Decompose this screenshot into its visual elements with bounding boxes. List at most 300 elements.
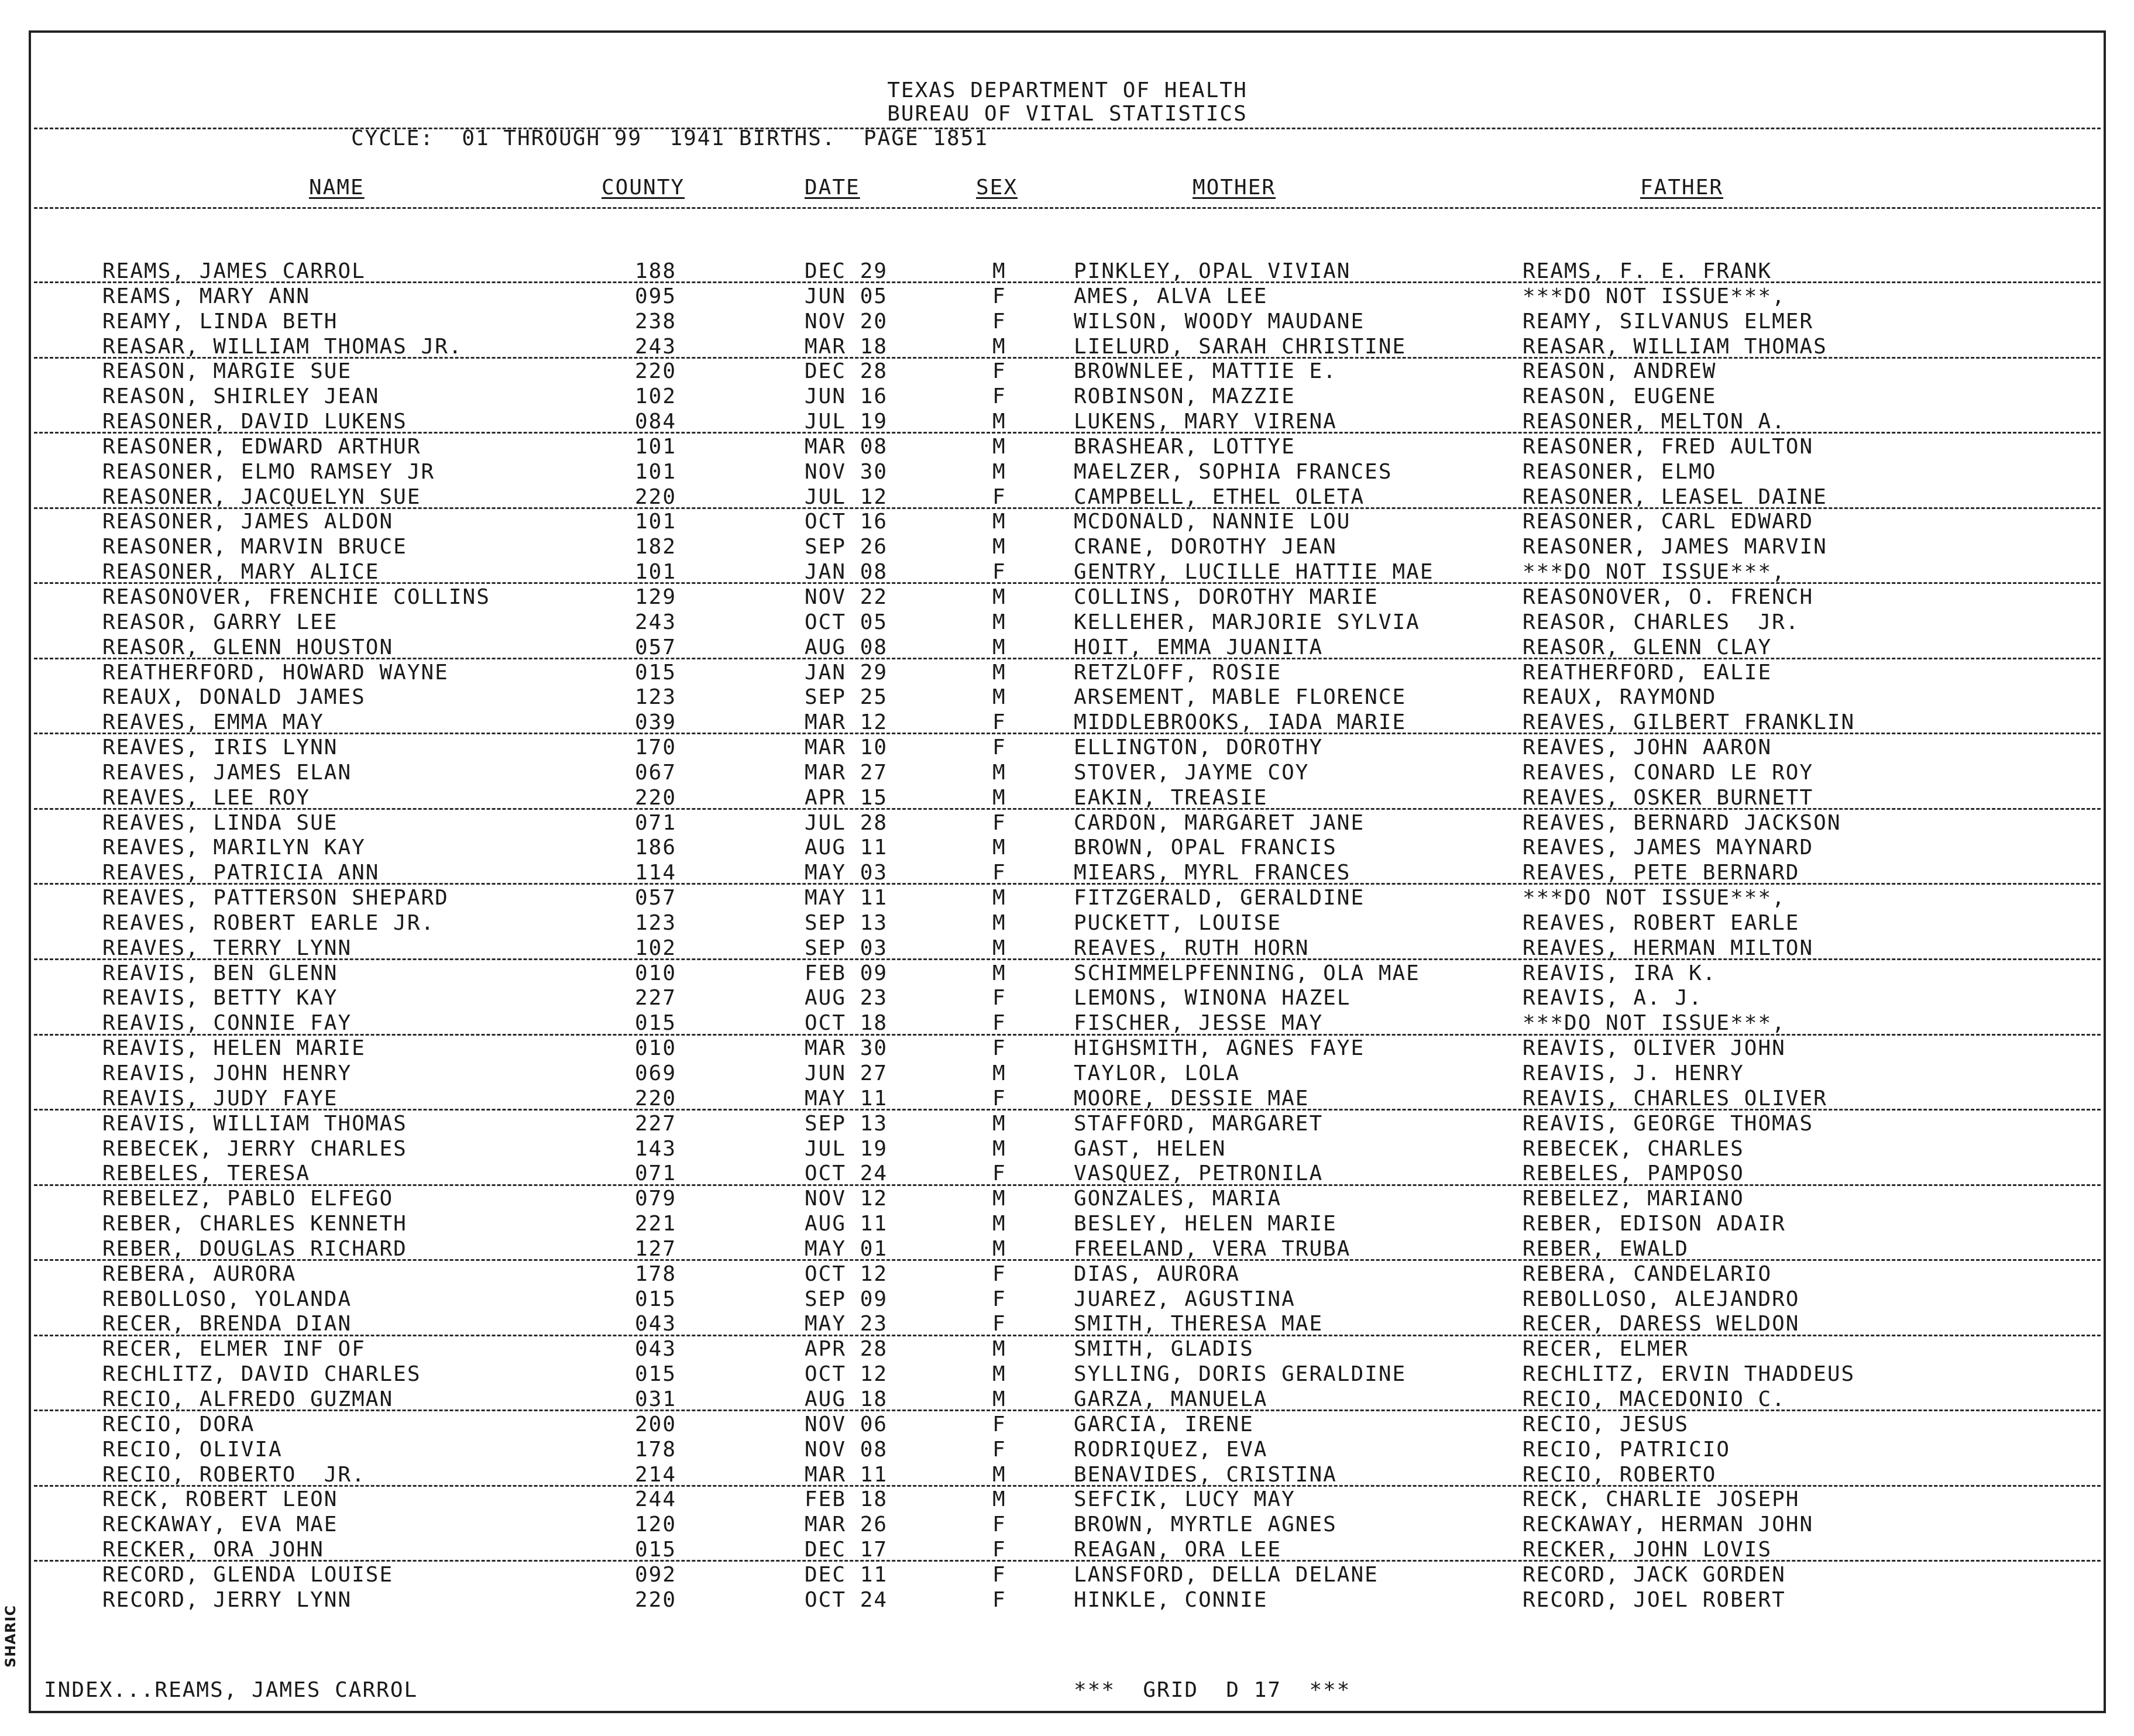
record-row (31, 609, 2104, 634)
record-row (31, 834, 2104, 860)
record-county: 015 (635, 1538, 677, 1562)
record-mother: GENTRY, LUCILLE HATTIE MAE (1074, 560, 1434, 585)
record-mother: GONZALES, MARIA (1074, 1187, 1282, 1211)
record-county: 101 (635, 560, 677, 585)
record-date: MAR 26 (805, 1512, 888, 1537)
record-date: SEP 26 (805, 535, 888, 559)
record-name: REASONER, JAMES ALDON (102, 510, 394, 534)
record-county: 102 (635, 384, 677, 409)
record-row (31, 1286, 2104, 1311)
record-sex: F (992, 1312, 1006, 1336)
record-father: REBERA, CANDELARIO (1523, 1261, 1772, 1286)
record-sex: F (992, 1562, 1006, 1587)
record-mother: MAELZER, SOPHIA FRANCES (1074, 459, 1393, 484)
record-county: 071 (635, 1161, 677, 1186)
record-county: 010 (635, 961, 677, 985)
record-father: REBOLLOSO, ALEJANDRO (1523, 1287, 1800, 1311)
record-mother: HIGHSMITH, AGNES FAYE (1074, 1036, 1365, 1061)
record-row (31, 810, 2104, 835)
record-sex: M (992, 1337, 1006, 1362)
record-sex: M (992, 660, 1006, 685)
record-county: 178 (635, 1437, 677, 1462)
record-row (31, 1085, 2104, 1111)
record-row (31, 1536, 2104, 1562)
record-mother: BRASHEAR, LOTTYE (1074, 434, 1295, 459)
record-name: REAVES, JAMES ELAN (102, 760, 352, 785)
record-mother: RETZLOFF, ROSIE (1074, 660, 1282, 685)
record-county: 102 (635, 936, 677, 960)
record-name: REASONER, ELMO RAMSEY JR (102, 459, 435, 484)
record-date: JAN 08 (805, 560, 888, 585)
record-date: SEP 09 (805, 1287, 888, 1311)
record-mother: ROBINSON, MAZZIE (1074, 384, 1295, 409)
record-date: SEP 13 (805, 910, 888, 935)
record-name: REAMS, JAMES CARROL (102, 259, 366, 283)
header-separator (34, 128, 2101, 129)
record-mother: GAST, HELEN (1074, 1136, 1226, 1161)
record-sex: F (992, 810, 1006, 835)
record-row (31, 508, 2104, 534)
record-name: REASON, MARGIE SUE (102, 359, 352, 384)
record-mother: WILSON, WOODY MAUDANE (1074, 309, 1365, 334)
record-name: RECORD, JERRY LYNN (102, 1587, 352, 1612)
record-row (31, 709, 2104, 734)
record-father: REASONER, ELMO (1523, 459, 1717, 484)
record-name: RECORD, GLENDA LOUISE (102, 1562, 394, 1587)
record-date: NOV 08 (805, 1437, 888, 1462)
record-father: REAVIS, GEORGE THOMAS (1523, 1111, 1814, 1136)
record-row (31, 459, 2104, 484)
record-name: RECKER, ORA JOHN (102, 1538, 324, 1562)
record-name: RECER, BRENDA DIAN (102, 1312, 352, 1336)
header-bureau: BUREAU OF VITAL STATISTICS (887, 102, 1248, 126)
record-father: RECIO, PATRICIO (1523, 1437, 1731, 1462)
record-mother: LEMONS, WINONA HAZEL (1074, 986, 1351, 1010)
record-name: REAVES, LINDA SUE (102, 810, 338, 835)
record-county: 200 (635, 1412, 677, 1436)
record-county: 095 (635, 284, 677, 308)
record-county: 170 (635, 735, 677, 760)
record-date: JUN 27 (805, 1061, 888, 1085)
record-mother: PINKLEY, OPAL VIVIAN (1074, 259, 1351, 283)
record-name: REAVES, IRIS LYNN (102, 735, 338, 760)
record-date: MAR 12 (805, 710, 888, 735)
record-row (31, 1236, 2104, 1261)
record-row (31, 1587, 2104, 1612)
record-date: JUL 19 (805, 1136, 888, 1161)
record-sex: F (992, 484, 1006, 509)
record-mother: BESLEY, HELEN MARIE (1074, 1212, 1337, 1236)
record-father: REAVES, JOHN AARON (1523, 735, 1772, 760)
cycle-line: CYCLE: 01 THROUGH 99 1941 BIRTHS. PAGE 1851 (351, 126, 988, 150)
record-name: RECK, ROBERT LEON (102, 1487, 338, 1512)
record-date: FEB 18 (805, 1487, 888, 1512)
record-county: 227 (635, 1111, 677, 1136)
record-county: 015 (635, 1362, 677, 1387)
record-county: 182 (635, 535, 677, 559)
record-sex: M (992, 510, 1006, 534)
record-mother: ARSEMENT, MABLE FLORENCE (1074, 685, 1407, 710)
record-row (31, 1411, 2104, 1436)
record-date: JUL 28 (805, 810, 888, 835)
record-date: NOV 22 (805, 585, 888, 609)
record-mother: FISCHER, JESSE MAY (1074, 1011, 1324, 1036)
record-county: 114 (635, 861, 677, 885)
record-county: 220 (635, 1086, 677, 1111)
record-name: REAVES, ROBERT EARLE JR. (102, 910, 435, 935)
record-father: REASAR, WILLIAM THOMAS (1523, 334, 1827, 359)
record-mother: GARZA, MANUELA (1074, 1387, 1268, 1411)
record-date: MAY 11 (805, 1086, 888, 1111)
record-county: 043 (635, 1312, 677, 1336)
column-header-sex: SEX (976, 176, 1018, 200)
record-row (31, 935, 2104, 960)
record-mother: LANSFORD, DELLA DELANE (1074, 1562, 1379, 1587)
record-county: 238 (635, 309, 677, 334)
record-name: REBELES, TERESA (102, 1161, 311, 1186)
record-name: REASON, SHIRLEY JEAN (102, 384, 380, 409)
record-row (31, 860, 2104, 885)
record-sex: F (992, 1538, 1006, 1562)
record-name: REAVIS, BETTY KAY (102, 986, 338, 1010)
record-sex: M (992, 635, 1006, 659)
record-county: 143 (635, 1136, 677, 1161)
record-sex: M (992, 1362, 1006, 1387)
record-name: REBER, CHARLES KENNETH (102, 1212, 407, 1236)
record-date: MAY 03 (805, 861, 888, 885)
record-sex: M (992, 1061, 1006, 1085)
record-county: 220 (635, 484, 677, 509)
record-mother: LIELURD, SARAH CHRISTINE (1074, 334, 1407, 359)
record-mother: FITZGERALD, GERALDINE (1074, 886, 1365, 910)
record-date: MAR 30 (805, 1036, 888, 1061)
record-date: MAR 18 (805, 334, 888, 359)
record-name: REBERA, AURORA (102, 1261, 297, 1286)
record-father: REAVIS, J. HENRY (1523, 1061, 1744, 1085)
record-date: MAR 11 (805, 1462, 888, 1487)
record-sex: M (992, 836, 1006, 860)
record-row (31, 1386, 2104, 1411)
record-sex: F (992, 1086, 1006, 1111)
record-date: OCT 12 (805, 1362, 888, 1387)
record-sex: F (992, 1011, 1006, 1036)
record-date: NOV 20 (805, 309, 888, 334)
record-sex: F (992, 1036, 1006, 1061)
record-mother: HINKLE, CONNIE (1074, 1587, 1268, 1612)
record-name: REASONOVER, FRENCHIE COLLINS (102, 585, 490, 609)
record-date: AUG 11 (805, 1212, 888, 1236)
record-father: REASONER, FRED AULTON (1523, 434, 1814, 459)
record-county: 214 (635, 1462, 677, 1487)
record-date: JUN 16 (805, 384, 888, 409)
record-mother: ELLINGTON, DOROTHY (1074, 735, 1324, 760)
record-mother: MIEARS, MYRL FRANCES (1074, 861, 1351, 885)
column-header-separator (34, 207, 2101, 209)
record-date: SEP 03 (805, 936, 888, 960)
record-sex: M (992, 1187, 1006, 1211)
record-sex: M (992, 334, 1006, 359)
column-header-mother: MOTHER (1193, 176, 1276, 200)
record-row (31, 534, 2104, 559)
record-father: REASOR, CHARLES JR. (1523, 610, 1800, 634)
record-sex: M (992, 760, 1006, 785)
record-date: FEB 09 (805, 961, 888, 985)
record-row (31, 1486, 2104, 1511)
record-date: MAY 01 (805, 1236, 888, 1261)
record-row (31, 1035, 2104, 1060)
record-county: 057 (635, 635, 677, 659)
record-date: DEC 29 (805, 259, 888, 283)
record-date: JUL 12 (805, 484, 888, 509)
record-father: RECORD, JOEL ROBERT (1523, 1587, 1786, 1612)
record-father: RECIO, JESUS (1523, 1412, 1689, 1436)
record-date: OCT 24 (805, 1161, 888, 1186)
record-county: 220 (635, 1587, 677, 1612)
record-county: 220 (635, 785, 677, 810)
record-row (31, 283, 2104, 308)
record-sex: M (992, 259, 1006, 283)
record-row (31, 1111, 2104, 1136)
record-sex: M (992, 410, 1006, 434)
record-father: RECK, CHARLIE JOSEPH (1523, 1487, 1800, 1512)
record-county: 071 (635, 810, 677, 835)
record-mother: CAMPBELL, ETHEL OLETA (1074, 484, 1365, 509)
record-row (31, 910, 2104, 935)
record-date: OCT 16 (805, 510, 888, 534)
record-name: RECIO, OLIVIA (102, 1437, 283, 1462)
record-sex: M (992, 459, 1006, 484)
record-father: REASON, ANDREW (1523, 359, 1717, 384)
record-name: REAVIS, JUDY FAYE (102, 1086, 338, 1111)
records-list (31, 258, 2104, 1612)
record-row (31, 258, 2104, 283)
record-row (31, 759, 2104, 785)
footer-index: INDEX...REAMS, JAMES CARROL (44, 1678, 418, 1702)
record-date: JAN 29 (805, 660, 888, 685)
record-father: REAVIS, IRA K. (1523, 961, 1717, 985)
record-mother: REAVES, RUTH HORN (1074, 936, 1310, 960)
record-row (31, 734, 2104, 759)
record-county: 069 (635, 1061, 677, 1085)
record-date: APR 28 (805, 1337, 888, 1362)
record-father: REAVES, PETE BERNARD (1523, 861, 1800, 885)
record-mother: AMES, ALVA LEE (1074, 284, 1268, 308)
record-county: 221 (635, 1212, 677, 1236)
record-row (31, 1462, 2104, 1487)
column-header-county: COUNTY (602, 176, 685, 200)
record-father: REATHERFORD, EALIE (1523, 660, 1772, 685)
record-father: REAVIS, OLIVER JOHN (1523, 1036, 1786, 1061)
record-father: REASONER, MELTON A. (1523, 410, 1786, 434)
record-mother: STOVER, JAYME COY (1074, 760, 1310, 785)
record-row (31, 1511, 2104, 1536)
record-row (31, 408, 2104, 434)
record-row (31, 1361, 2104, 1386)
record-mother: BENAVIDES, CRISTINA (1074, 1462, 1337, 1487)
footer-grid: *** GRID D 17 *** (1074, 1678, 1351, 1702)
record-father: REAVES, CONARD LE ROY (1523, 760, 1814, 785)
record-date: NOV 30 (805, 459, 888, 484)
record-county: 092 (635, 1562, 677, 1587)
record-sex: M (992, 1111, 1006, 1136)
record-row (31, 358, 2104, 383)
record-date: AUG 18 (805, 1387, 888, 1411)
record-date: MAY 23 (805, 1312, 888, 1336)
record-name: REAMY, LINDA BETH (102, 309, 338, 334)
record-name: REAVIS, JOHN HENRY (102, 1061, 352, 1085)
record-row (31, 659, 2104, 685)
record-mother: CARDON, MARGARET JANE (1074, 810, 1365, 835)
record-county: 101 (635, 510, 677, 534)
record-county: 084 (635, 410, 677, 434)
record-mother: MOORE, DESSIE MAE (1074, 1086, 1310, 1111)
record-father: RECER, DARESS WELDON (1523, 1312, 1800, 1336)
record-row (31, 1185, 2104, 1211)
record-date: DEC 11 (805, 1562, 888, 1587)
record-mother: SYLLING, DORIS GERALDINE (1074, 1362, 1407, 1387)
record-row (31, 785, 2104, 810)
record-county: 129 (635, 585, 677, 609)
record-sex: M (992, 434, 1006, 459)
record-county: 123 (635, 685, 677, 710)
record-row (31, 1211, 2104, 1236)
record-row (31, 434, 2104, 459)
record-county: 120 (635, 1512, 677, 1537)
record-date: MAR 10 (805, 735, 888, 760)
record-sex: F (992, 1261, 1006, 1286)
record-row (31, 1010, 2104, 1035)
record-mother: RODRIQUEZ, EVA (1074, 1437, 1268, 1462)
record-name: REAVIS, HELEN MARIE (102, 1036, 366, 1061)
record-mother: MIDDLEBROOKS, IADA MARIE (1074, 710, 1407, 735)
record-sex: M (992, 785, 1006, 810)
record-father: ***DO NOT ISSUE***, (1523, 1011, 1786, 1036)
record-father: RECKAWAY, HERMAN JOHN (1523, 1512, 1814, 1537)
record-date: OCT 24 (805, 1587, 888, 1612)
record-name: REBELEZ, PABLO ELFEGO (102, 1187, 394, 1211)
record-father: RECIO, ROBERTO (1523, 1462, 1717, 1487)
record-row (31, 1336, 2104, 1361)
record-father: RECKER, JOHN LOVIS (1523, 1538, 1772, 1562)
record-date: DEC 28 (805, 359, 888, 384)
record-county: 101 (635, 459, 677, 484)
record-father: ***DO NOT ISSUE***, (1523, 886, 1786, 910)
record-county: 079 (635, 1187, 677, 1211)
record-name: REBECEK, JERRY CHARLES (102, 1136, 407, 1161)
document-frame (29, 30, 2106, 1713)
record-name: REASAR, WILLIAM THOMAS JR. (102, 334, 463, 359)
record-mother: TAYLOR, LOLA (1074, 1061, 1240, 1085)
column-header-name: NAME (309, 176, 365, 200)
record-row (31, 1261, 2104, 1286)
record-name: REASOR, GARRY LEE (102, 610, 338, 634)
record-mother: HOIT, EMMA JUANITA (1074, 635, 1324, 659)
record-date: MAR 27 (805, 760, 888, 785)
record-father: REBER, EWALD (1523, 1236, 1689, 1261)
record-father: REAMS, F. E. FRANK (1523, 259, 1772, 283)
record-father: REBECEK, CHARLES (1523, 1136, 1744, 1161)
record-father: REBELEZ, MARIANO (1523, 1187, 1744, 1211)
record-sex: F (992, 1412, 1006, 1436)
record-sex: M (992, 585, 1006, 609)
record-row (31, 1160, 2104, 1185)
record-sex: M (992, 1136, 1006, 1161)
record-row (31, 1060, 2104, 1085)
record-mother: REAGAN, ORA LEE (1074, 1538, 1282, 1562)
record-mother: CRANE, DOROTHY JEAN (1074, 535, 1337, 559)
record-mother: EAKIN, TREASIE (1074, 785, 1268, 810)
record-father: REBELES, PAMPOSO (1523, 1161, 1744, 1186)
record-row (31, 634, 2104, 659)
record-row (31, 1136, 2104, 1161)
record-father: ***DO NOT ISSUE***, (1523, 284, 1786, 308)
record-name: REATHERFORD, HOWARD WAYNE (102, 660, 449, 685)
margin-label: SHARIC (2, 1605, 19, 1668)
record-mother: BROWN, OPAL FRANCIS (1074, 836, 1337, 860)
record-date: SEP 13 (805, 1111, 888, 1136)
record-name: REAVIS, BEN GLENN (102, 961, 338, 985)
record-county: 101 (635, 434, 677, 459)
record-father: REASONER, JAMES MARVIN (1523, 535, 1827, 559)
record-mother: SEFCIK, LUCY MAY (1074, 1487, 1295, 1512)
record-date: OCT 18 (805, 1011, 888, 1036)
record-date: OCT 05 (805, 610, 888, 634)
record-father: REAVES, JAMES MAYNARD (1523, 836, 1814, 860)
record-name: REBER, DOUGLAS RICHARD (102, 1236, 407, 1261)
record-name: RECKAWAY, EVA MAE (102, 1512, 338, 1537)
record-name: REASONER, MARY ALICE (102, 560, 380, 585)
record-father: RECER, ELMER (1523, 1337, 1689, 1362)
record-mother: KELLEHER, MARJORIE SYLVIA (1074, 610, 1420, 634)
record-sex: M (992, 936, 1006, 960)
record-sex: M (992, 610, 1006, 634)
record-mother: VASQUEZ, PETRONILA (1074, 1161, 1324, 1186)
record-row (31, 885, 2104, 910)
record-sex: M (992, 685, 1006, 710)
record-sex: F (992, 986, 1006, 1010)
record-name: REASONER, MARVIN BRUCE (102, 535, 407, 559)
record-sex: F (992, 284, 1006, 308)
record-date: MAY 11 (805, 886, 888, 910)
record-name: REAVES, PATTERSON SHEPARD (102, 886, 449, 910)
record-name: REASONER, JACQUELYN SUE (102, 484, 421, 509)
record-sex: F (992, 560, 1006, 585)
record-father: REAUX, RAYMOND (1523, 685, 1717, 710)
record-father: REASOR, GLENN CLAY (1523, 635, 1772, 659)
record-mother: PUCKETT, LOUISE (1074, 910, 1282, 935)
record-mother: MCDONALD, NANNIE LOU (1074, 510, 1351, 534)
record-name: REASONER, DAVID LUKENS (102, 410, 407, 434)
record-father: REAVIS, CHARLES OLIVER (1523, 1086, 1827, 1111)
record-sex: F (992, 359, 1006, 384)
record-father: REAMY, SILVANUS ELMER (1523, 309, 1814, 334)
record-sex: M (992, 1462, 1006, 1487)
record-mother: STAFFORD, MARGARET (1074, 1111, 1324, 1136)
record-name: REAMS, MARY ANN (102, 284, 311, 308)
record-name: REAVES, EMMA MAY (102, 710, 324, 735)
record-father: REBER, EDISON ADAIR (1523, 1212, 1786, 1236)
record-mother: FREELAND, VERA TRUBA (1074, 1236, 1351, 1261)
record-name: RECIO, DORA (102, 1412, 255, 1436)
record-name: REASOR, GLENN HOUSTON (102, 635, 394, 659)
record-date: JUL 19 (805, 410, 888, 434)
record-mother: GARCIA, IRENE (1074, 1412, 1254, 1436)
record-row (31, 1311, 2104, 1336)
record-sex: M (992, 886, 1006, 910)
record-county: 220 (635, 359, 677, 384)
record-name: REBOLLOSO, YOLANDA (102, 1287, 352, 1311)
record-sex: F (992, 861, 1006, 885)
